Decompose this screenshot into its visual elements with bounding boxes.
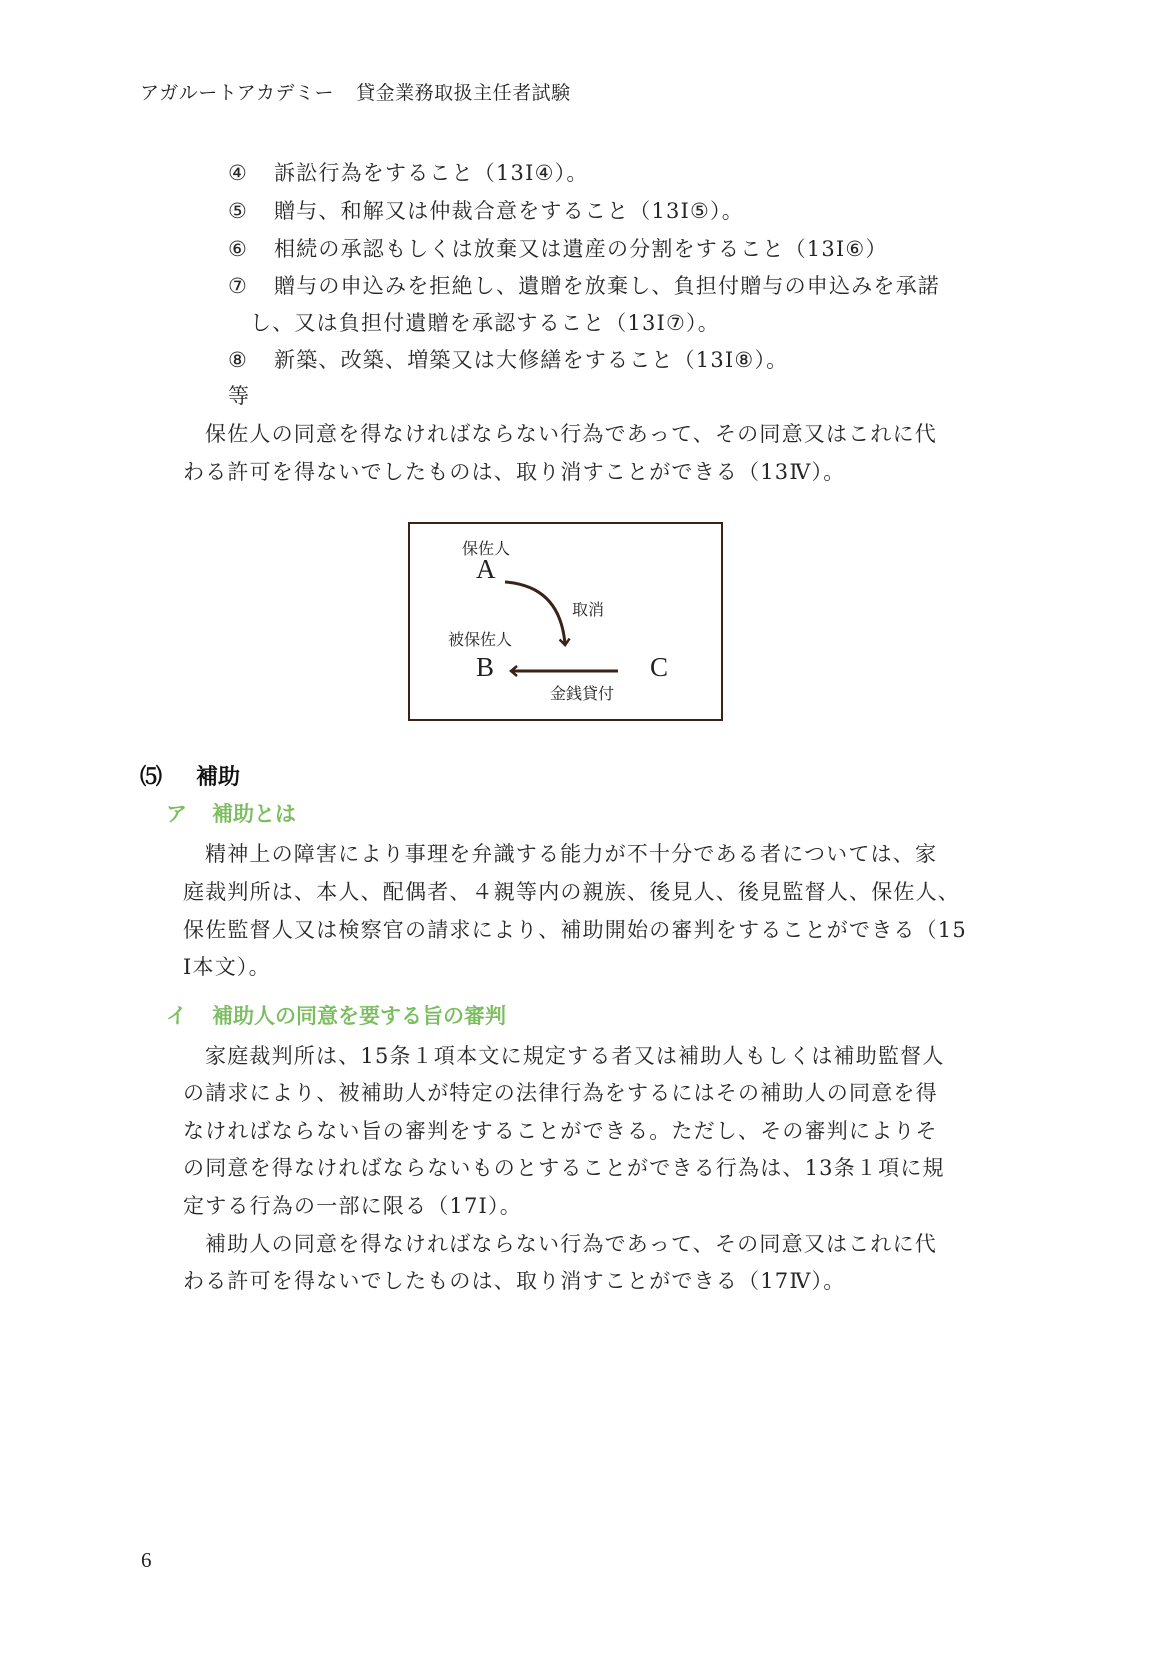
list-item <box>228 157 589 187</box>
list-number: ⑧ <box>228 348 249 372</box>
running-header <box>140 78 571 105</box>
subsection-title: 補助とは <box>212 802 296 826</box>
party-c-label: C <box>650 652 669 682</box>
party-b-label: B <box>476 652 495 682</box>
list-text: 贈与の申込みを拒絶し、遺贈を放棄し、負担付贈与の申込みを承諾 <box>274 274 940 298</box>
list-number: ⑦ <box>228 274 249 298</box>
party-a-label: A <box>476 554 496 584</box>
paragraph-line: の請求により、被補助人が特定の法律行為をするにはその補助人の同意を得 <box>183 1081 938 1105</box>
hosa-diagram <box>408 522 723 721</box>
list-number: ⑤ <box>228 199 249 223</box>
subsection-heading-i <box>166 1000 506 1030</box>
list-number: ④ <box>228 161 249 185</box>
list-text: 新築、改築、増築又は大修繕をすること（13Ⅰ⑧）。 <box>274 348 789 372</box>
list-item-continuation: し、又は負担付遺贈を承認すること（13Ⅰ⑦）。 <box>250 311 720 335</box>
subsection-heading-a <box>166 798 296 828</box>
etc-text: 等 <box>228 384 251 408</box>
paragraph-line: 保佐人の同意を得なければならない行為であって、その同意又はこれに代 <box>205 422 937 446</box>
cancel-label: 取消 <box>572 600 605 619</box>
page-number: 6 <box>141 1548 152 1572</box>
paragraph-line: わる許可を得ないでしたものは、取り消すことができる（17Ⅳ）。 <box>183 1269 846 1293</box>
paragraph-line: 保佐監督人又は検察官の請求により、補助開始の審判をすることができる（15 <box>183 918 967 942</box>
paragraph-line: Ⅰ本文）。 <box>183 955 271 979</box>
list-text: 訴訟行為をすること（13Ⅰ④）。 <box>274 161 589 185</box>
paragraph-line: なければならない旨の審判をすることができる。ただし、その審判によりそ <box>183 1119 938 1143</box>
subsection-title: 補助人の同意を要する旨の審判 <box>212 1004 506 1028</box>
guardian-role-label: 保佐人 <box>462 539 511 558</box>
book-title: 貸金業務取扱主任者試験 <box>356 82 571 104</box>
loan-label: 金銭貸付 <box>550 684 615 703</box>
section-heading <box>140 760 240 791</box>
paragraph-line: 定する行為の一部に限る（17Ⅰ）。 <box>183 1194 522 1218</box>
cancel-arrow <box>505 582 565 644</box>
section-title: 補助 <box>196 765 241 790</box>
paragraph-line: わる許可を得ないでしたものは、取り消すことができる（13Ⅳ）。 <box>183 460 846 484</box>
subsection-kana: ア <box>166 802 187 826</box>
paragraph-line: 補助人の同意を得なければならない行為であって、その同意又はこれに代 <box>205 1232 937 1256</box>
list-text: 相続の承認もしくは放棄又は遺産の分割をすること（13Ⅰ⑥） <box>274 237 888 261</box>
paragraph-line: の同意を得なければならないものとすることができる行為は、13条１項に規 <box>183 1156 945 1180</box>
paragraph-line: 家庭裁判所は、15条１項本文に規定する者又は補助人もしくは補助監督人 <box>205 1044 945 1068</box>
section-number: ⑸ <box>140 765 163 790</box>
list-item <box>228 233 888 263</box>
list-item <box>228 195 744 225</box>
list-item <box>228 270 940 300</box>
list-item <box>228 344 788 374</box>
subsection-kana: イ <box>166 1004 187 1028</box>
paragraph-line: 精神上の障害により事理を弁識する能力が不十分である者については、家 <box>205 842 938 866</box>
list-text: 贈与、和解又は仲裁合意をすること（13Ⅰ⑤）。 <box>274 199 744 223</box>
ward-role-label: 被保佐人 <box>448 630 513 649</box>
list-number: ⑥ <box>228 237 249 261</box>
paragraph-line: 庭裁判所は、本人、配偶者、４親等内の親族、後見人、後見監督人、保佐人、 <box>183 880 960 904</box>
publisher-name: アガルートアカデミー <box>140 82 335 104</box>
